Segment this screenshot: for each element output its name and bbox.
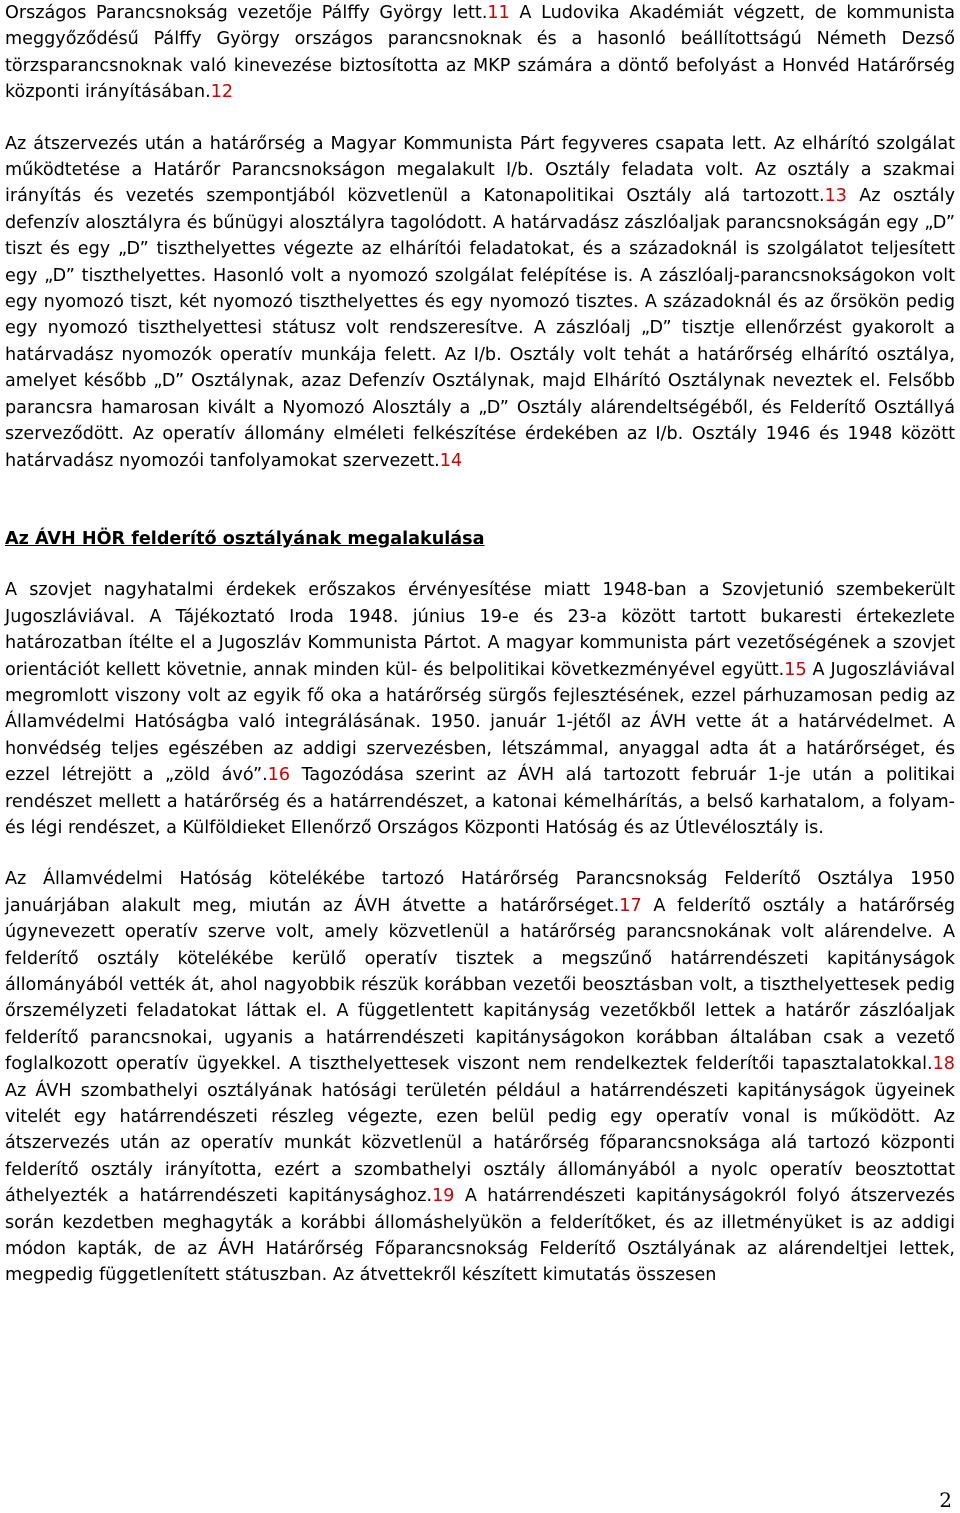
footnote-ref: 16	[267, 765, 291, 786]
text-segment: A határrendészeti kapitányságokról folyó átszervezés során kezdetben meghagyták a korábbi állomáshelyükön a felderítőket, és az illetményüket is az addigi módon kapták, de az ÁVH Határőrség Főparancsnokság Felderítő Osztályának az alárendeltjei lettek, megpedig függetlenített státuszban. Az átvettekről készített kimutatás összesen	[5, 1186, 955, 1286]
text-segment: A Jugoszláviával megromlott viszony volt az egyik fő oka a határőrség sürgős fejlesztésének, ezzel párhuzamosan pedig az Államvédelmi Hatóságba való integrálásának. 1950. január 1-jétől az ÁVH vette át a határvédelmet. A honvédség teljes egészében az addigi szervezésben, létszámmal, anyaggal adta át a határőrséget, és ezzel létrejött a „zöld ávó”.	[5, 659, 955, 786]
document-page	[5, 0, 955, 1289]
text-segment: Országos Parancsnokság vezetője Pálffy György lett.	[5, 3, 488, 23]
footnote-ref: 17	[619, 895, 642, 916]
footnote-ref: 12	[210, 82, 234, 103]
section-heading: Az ÁVH HÖR felderítő osztályának megalakulása	[5, 528, 485, 549]
paragraph-3	[5, 577, 955, 841]
text-segment: Az ÁVH szombathelyi osztályának hatósági területén például a határrendészeti kapitányságok ügyeinek vitelét egy határrendészeti részleg végezte, ezen belül pedig egy operatív vonal is működött. Az átszervezés után az operatív munkát közvetlenül a határőrség főparancsnoksága alá tartozó központi felderítő osztály irányította, ezért a szombathelyi osztály állományából a nyolc operatív beosztottat áthelyezték a határrendészeti kapitánysághoz.	[5, 1080, 955, 1207]
text-segment: Tagozódása szerint az ÁVH alá tartozott február 1-je után a politikai rendészet mellett a határőrség és a határrendészet, a katonai kémelhárítás, a belső karhatalom, a folyam- és légi rendészet, a Külföldieket Ellenőrző Országos Központi Hatóság és az Útlevélosztály is.	[5, 765, 955, 838]
footnote-ref: 11	[487, 3, 510, 23]
paragraph-2	[5, 131, 955, 474]
text-segment: A Ludovika Akadémiát végzett, de kommunista meggyőződésű Pálffy György országos parancsnoknak és a hasonló beállítottságú Németh Dezső törzsparancsnoknak való kinevezése biztosította az MKP számára a döntő befolyást a Honvéd Határőrség központi irányításában.	[5, 3, 955, 103]
footnote-ref: 15	[784, 659, 807, 680]
paragraph-4	[5, 866, 955, 1289]
footnote-ref: 14	[439, 450, 463, 471]
text-segment: A szovjet nagyhatalmi érdekek erőszakos érvényesítése miatt 1948-ban a Szovjetunió szembekerült Jugoszláviával. A Tájékoztató Iroda 1948. június 19-e és 23-a között tartott bukaresti értekezlete határozatban ítélte el a Jugoszláv Kommunista Pártot. A magyar kommunista párt vezetőségének a szovjet orientációt kellett követnie, annak minden kül- és belpolitikai következményével együtt.	[5, 580, 955, 680]
paragraph-1	[5, 0, 955, 106]
footnote-ref: 18	[932, 1054, 955, 1075]
text-segment: Az Államvédelmi Hatóság kötelékébe tartozó Határőrség Parancsnokság Felderítő Osztálya 1950 januárjában alakult meg, miután az ÁVH átvette a határőrséget.	[5, 869, 955, 916]
footnote-ref: 19	[432, 1186, 455, 1207]
text-segment: Az osztály defenzív alosztályra és bűnügyi alosztályra tagolódott. A határvadász zászlóaljak parancsnokságán egy „D” tiszt és egy „D” tiszthelyettes végezte az elhárítói feladatokat, és a századoknál is szolgálatot teljesített egy „D” tiszthelyettes. Hasonló volt a nyomozó szolgálat felépítése is. A zászlóalj-parancsnokságokon volt egy nyomozó tiszt, két nyomozó tiszthelyettes és egy nyomozó tisztes. A századoknál és az őrsökön pedig egy nyomozó tiszthelyettesi státusz volt rendszeresítve. A zászlóalj „D” tisztje ellenőrzést gyakorolt a határvadász nyomozók operatív munkája felett. Az I/b. Osztály volt tehát a határőrség elhárító osztálya, amelyet később „D” Osztálynak, azaz Defenzív Osztálynak, majd Elhárító Osztálynak neveztek el. Felsőbb parancsra hamarosan kivált a Nyomozó Alosztály a „D” Osztály alárendeltségéből, és Felderítő Osztállyá szerveződött. Az operatív állomány elméleti felkészítése érdekében az I/b. Osztály 1946 és 1948 között határvadász nyomozói tanfolyamokat szervezett.	[5, 186, 955, 471]
text-segment: A felderítő osztály a határőrség úgynevezett operatív szerve volt, amely közvetlenül a határőrség parancsnokának volt alárendelve. A felderítő osztály kötelékébe kerülő operatív tisztek a megszűnő határrendészeti kapitányságok állományából vették át, ahol nagyobbik részük korábban vezetői beosztásban volt, a tiszthelyettesek pedig őrszemélyzeti feladatokat láttak el. A függetlentett kapitányság vezetőkből lettek a határőr zászlóaljak felderítő parancsnokai, ugyanis a határrendészeti kapitányságokon korábban általában csak a vezető foglalkozott operatív ügyekkel. A tiszthelyettesek viszont nem rendelkeztek felderítői tapasztalatokkal.	[5, 895, 955, 1075]
text-segment: Az átszervezés után a határőrség a Magyar Kommunista Párt fegyveres csapata lett. Az elhárító szolgálat működtetése a Határőr Parancsnokságon megalakult I/b. Osztály feladata volt. Az osztály a szakmai irányítás és vezetés szempontjából közvetlenül a Katonapolitikai Osztály alá tartozott.	[5, 133, 955, 207]
page-number: 2	[939, 1488, 952, 1512]
footnote-ref: 13	[824, 186, 847, 207]
